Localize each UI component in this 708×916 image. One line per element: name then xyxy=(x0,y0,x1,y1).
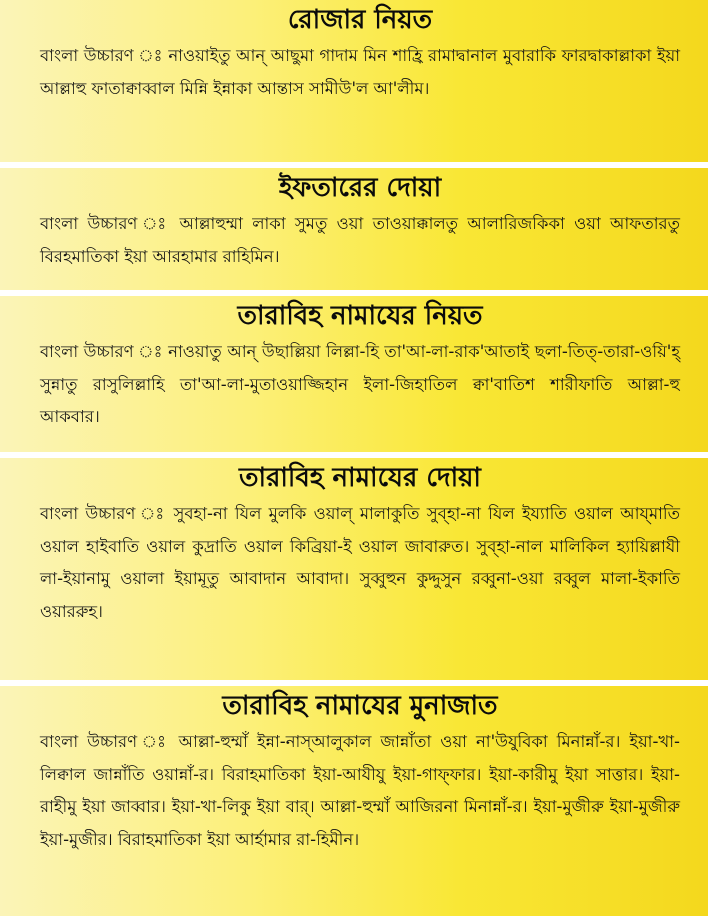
section-roza-niyat xyxy=(0,0,708,162)
section-text: বাংলা উচ্চারণ ঃ আল্লাহুম্মা লাকা সুমতু ওয়া তাওয়াক্কালতু আলারিজকিকা ওয়া আফতারতু বিরহমাতিকা ইয়া আরহামার রাহিমিন। xyxy=(40,214,680,266)
section-text: বাংলা উচ্চারণ ঃ আল্লা-হুম্মাঁ ইন্না-নাস্আলুকাল জান্নাঁতা ওয়া না'উযুবিকা মিনান্নাঁ-র। ইয়া-খা-লিক্বাল জান্নাঁতি ওয়ান্নাঁ-র। বিরাহমাতিকা ইয়া-আযীযু ইয়া-গাফ্ফার। ইয়া-কারীমু ইয়া সাত্তার। ইয়া-রাহীমু ইয়া জাব্বার। ইয়া-খা-লিকু ইয়া বার্। আল্লা-হুম্মাঁ আজিরনা মিনান্নাঁ-র। ইয়া-মুজীরু ইয়া-মুজীরু ইয়া-মুজীর। বিরাহমাতিকা ইয়া আর্হামার রা-হিমীন। xyxy=(40,732,680,849)
section-tarabih-munajat xyxy=(0,686,708,916)
section-title: তারাবিহ নামাযের দোয়া xyxy=(239,463,481,493)
section-text: বাংলা উচ্চারণ ঃ সুবহা-না যিল মুলকি ওয়াল্ মালাকুতি সুব্হা-না যিল ইয্যাতি ওয়াল আয্মাতি ওয়াল হাইবাতি ওয়াল কুদ্রাতি ওয়াল কিব্রিয়া-ই ওয়াল জাবারুত। সুব্হা-নাল মালিকিল হ্যায়িল্লাযী লা-ইয়ানামু ওয়ালা ইয়ামূতু আবাদান আবাদা। সুব্বুহুন কুদ্দুসুন রব্বুনা-ওয়া রব্বুল মালা-ইকাতি ওয়াররুহ। xyxy=(40,504,680,621)
section-text: বাংলা উচ্চারণ ঃ নাওয়াইতু আন্ আছুমা গাদাম মিন শাহ্রি রামাদ্বানাল মুবারাকি ফারদ্বাকাল্লাকা ইয়া আল্লাহু ফাতাক্বাব্বাল মিন্নি ইন্নাকা আন্তাস সামীউ'ল আ'লীম। xyxy=(40,46,680,98)
section-title: তারাবিহ নামাযের নিয়ত xyxy=(237,301,483,331)
section-title: ইফতারের দোয়া xyxy=(278,173,442,203)
section-text: বাংলা উচ্চারণ ঃ নাওয়াতু আন্ উছাল্লিয়া লিল্লা-হি তা'আ-লা-রাক'আতাই ছলা-তিত্-তারা-ওয়ি'হ্ সুন্নাতু রাসুলিল্লাহি তা'আ-লা-মুতাওয়াজ্জিহান ইলা-জিহাতিল ক্বা'বাতিশ শারীফাতি আল্লা-হু আকবার। xyxy=(40,342,680,427)
section-title: রোজার নিয়ত xyxy=(287,5,433,35)
section-tarabih-dua xyxy=(0,458,708,680)
section-tarabih-niyat xyxy=(0,296,708,452)
section-title: তারাবিহ নামাযের মুনাজাত xyxy=(222,691,498,721)
section-iftar-dua xyxy=(0,168,708,290)
